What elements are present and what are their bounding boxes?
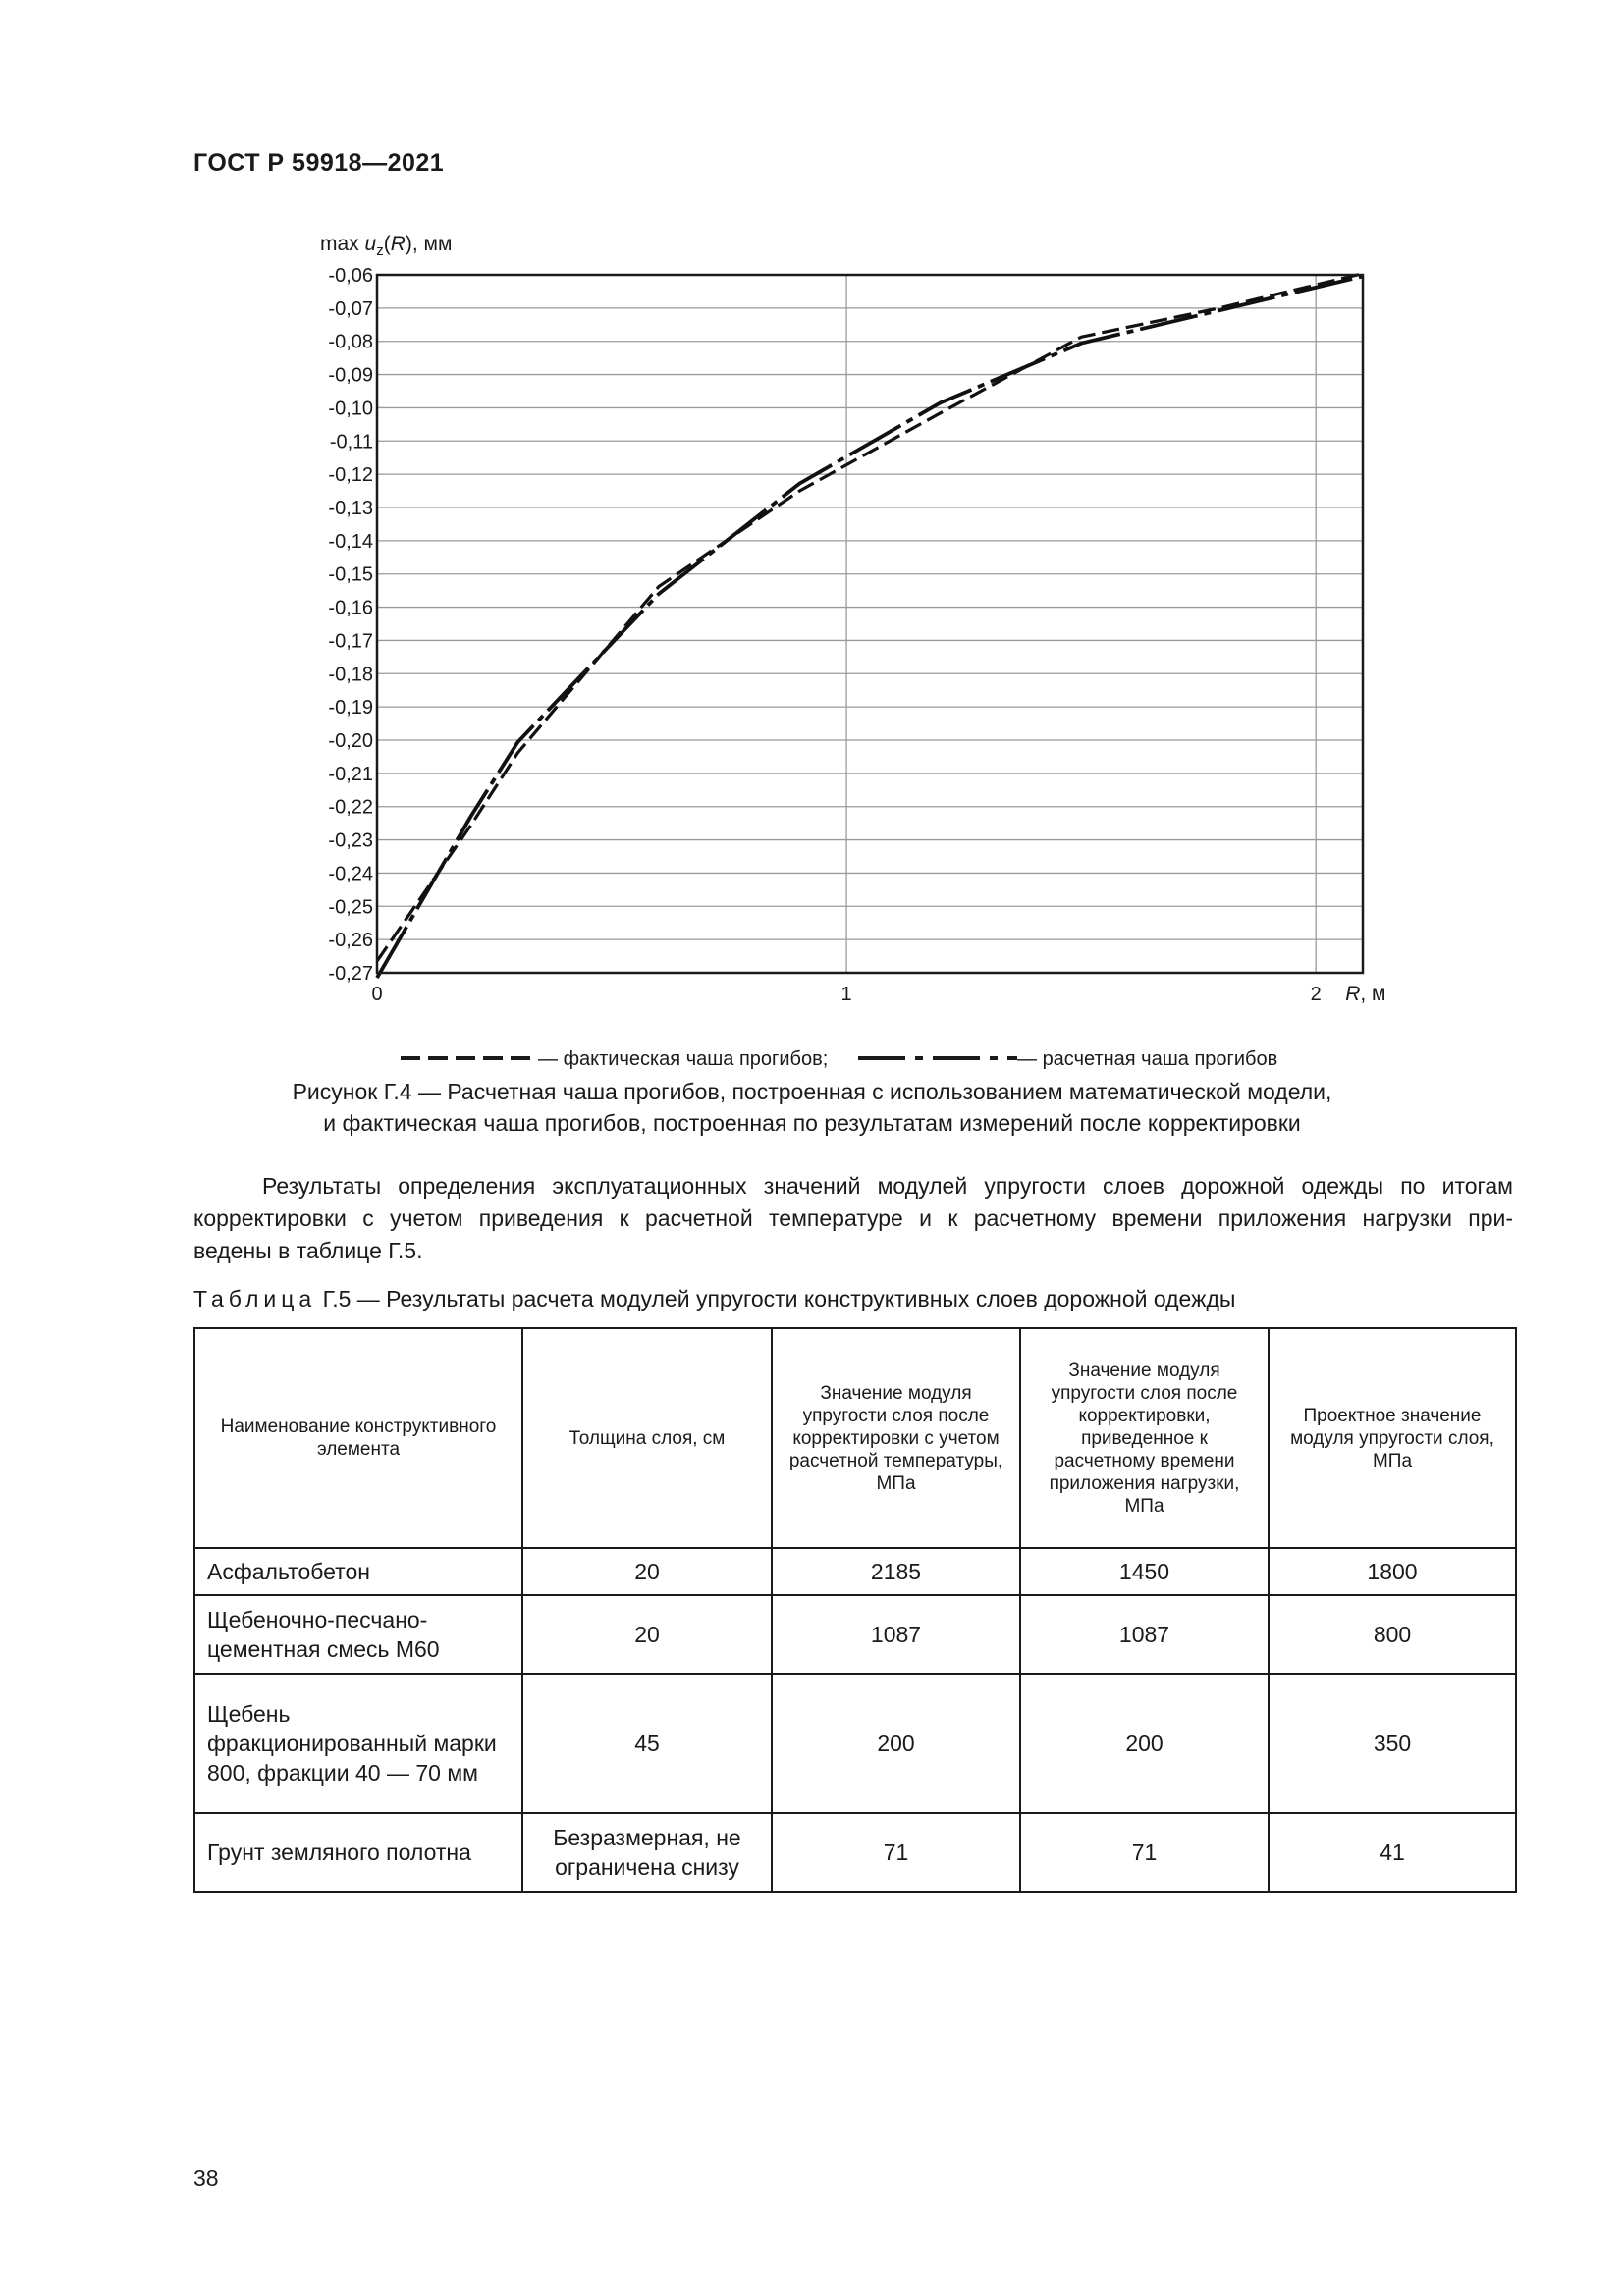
cell-design-modulus: 1800 [1269,1548,1516,1595]
figure-caption-line: и фактическая чаша прогибов, построенная по результатам измерений после корректировки [323,1110,1301,1136]
y-tick-label: -0,24 [328,863,373,885]
cell-modulus-load-time: 71 [1020,1813,1269,1892]
deflection-bowl-chart [295,221,1434,1026]
y-tick-label: -0,25 [328,896,373,919]
series-line-actual [377,274,1363,962]
table-row [194,1548,1516,1595]
paragraph-line: ведены в таблице Г.5. [193,1238,423,1263]
header-layer-thickness: Толщина слоя, см [522,1328,772,1548]
y-tick-label: -0,20 [328,730,373,752]
elastic-modulus-table [193,1327,1517,1893]
y-tick-label: -0,10 [328,398,373,420]
cell-modulus-load-time: 1087 [1020,1595,1269,1674]
cell-design-modulus: 800 [1269,1595,1516,1674]
chart-legend [393,1035,1375,1070]
y-tick-label: -0,06 [328,265,373,287]
y-tick-label: -0,17 [328,630,373,653]
y-tick-label: -0,18 [328,664,373,686]
x-tick-label: 0 [371,984,383,1005]
chart-series [377,274,1363,979]
y-axis-label: $\max u_z(R)$, мм [320,233,453,259]
y-tick-label: -0,19 [328,697,373,720]
table-row [194,1813,1516,1892]
cell-modulus-temperature: 2185 [772,1548,1020,1595]
paragraph-line: корректировки с учетом приведения к расчетной температуре и к расчетному времени приложения нагрузки при- [193,1205,1513,1231]
figure-caption-line: Рисунок Г.4 — Расчетная чаша прогибов, построенная с использованием математической модели, [292,1079,1332,1104]
y-tick-label: -0,15 [328,563,373,586]
x-tick-labels [371,984,1321,1005]
y-tick-label: -0,08 [328,331,373,353]
y-tick-label: -0,23 [328,829,373,852]
cell-element-name: Асфальтобетон [194,1548,522,1595]
x-tick-label: 1 [840,984,852,1005]
y-tick-label: -0,11 [329,431,373,454]
cell-thickness: 20 [522,1548,772,1595]
y-tick-label: -0,21 [328,763,373,785]
page-number: 38 [193,2165,219,2191]
paragraph-line: Результаты определения эксплуатационных значений модулей упругости слоев дорожной одежды по итогам [262,1173,1513,1199]
cell-design-modulus: 350 [1269,1674,1516,1813]
header-modulus-load-time: Значение модуля упругости слоя после корректировки, приведенное к расчетному времени приложения нагрузки, МПа [1020,1328,1269,1548]
table-header-row [194,1328,1516,1548]
cell-element-name: Щебень фракционированный марки 800, фракции 40 — 70 мм [194,1674,522,1813]
cell-thickness: 20 [522,1595,772,1674]
cell-element-name: Щебеночно-песчано-цементная смесь М60 [194,1595,522,1674]
cell-modulus-temperature: 71 [772,1813,1020,1892]
table-caption [193,1286,1235,1312]
table-caption-label: Таблица [193,1286,317,1311]
y-tick-label: -0,27 [328,963,373,985]
chart-grid [377,275,1363,973]
y-tick-label: -0,13 [328,498,373,519]
cell-design-modulus: 41 [1269,1813,1516,1892]
header-modulus-temperature: Значение модуля упругости слоя после корректировки с учетом расчетной температуры, МПа [772,1328,1020,1548]
y-tick-labels [328,265,373,985]
figure-caption [245,1076,1379,1139]
cell-thickness: 45 [522,1674,772,1813]
results-paragraph [193,1170,1513,1267]
y-tick-label: -0,26 [328,930,373,952]
y-tick-label: -0,16 [328,597,373,619]
x-tick-label: 2 [1310,984,1322,1005]
cell-modulus-temperature: 200 [772,1674,1020,1813]
x-axis-label: R, м [1345,983,1386,1005]
legend-item-calculated: — расчетная чаша прогибов [1017,1048,1278,1070]
table-row [194,1674,1516,1813]
document-code: ГОСТ Р 59918—2021 [193,149,445,177]
y-tick-label: -0,14 [328,530,373,553]
table-row [194,1595,1516,1674]
y-tick-label: -0,22 [328,796,373,819]
legend-item-actual: — фактическая чаша прогибов; [538,1048,829,1070]
header-element-name: Наименование конструктивного элемента [194,1328,522,1548]
cell-modulus-load-time: 1450 [1020,1548,1269,1595]
cell-modulus-load-time: 200 [1020,1674,1269,1813]
cell-modulus-temperature: 1087 [772,1595,1020,1674]
plot-frame [377,275,1363,973]
table-caption-text: Г.5 — Результаты расчета модулей упругости конструктивных слоев дорожной одежды [316,1286,1236,1311]
y-tick-label: -0,12 [328,464,373,487]
cell-element-name: Грунт земляного полотна [194,1813,522,1892]
y-tick-label: -0,07 [328,297,373,320]
header-design-modulus: Проектное значение модуля упругости слоя, МПа [1269,1328,1516,1548]
cell-thickness: Безразмерная, не ограничена снизу [522,1813,772,1892]
y-tick-label: -0,09 [328,364,373,387]
